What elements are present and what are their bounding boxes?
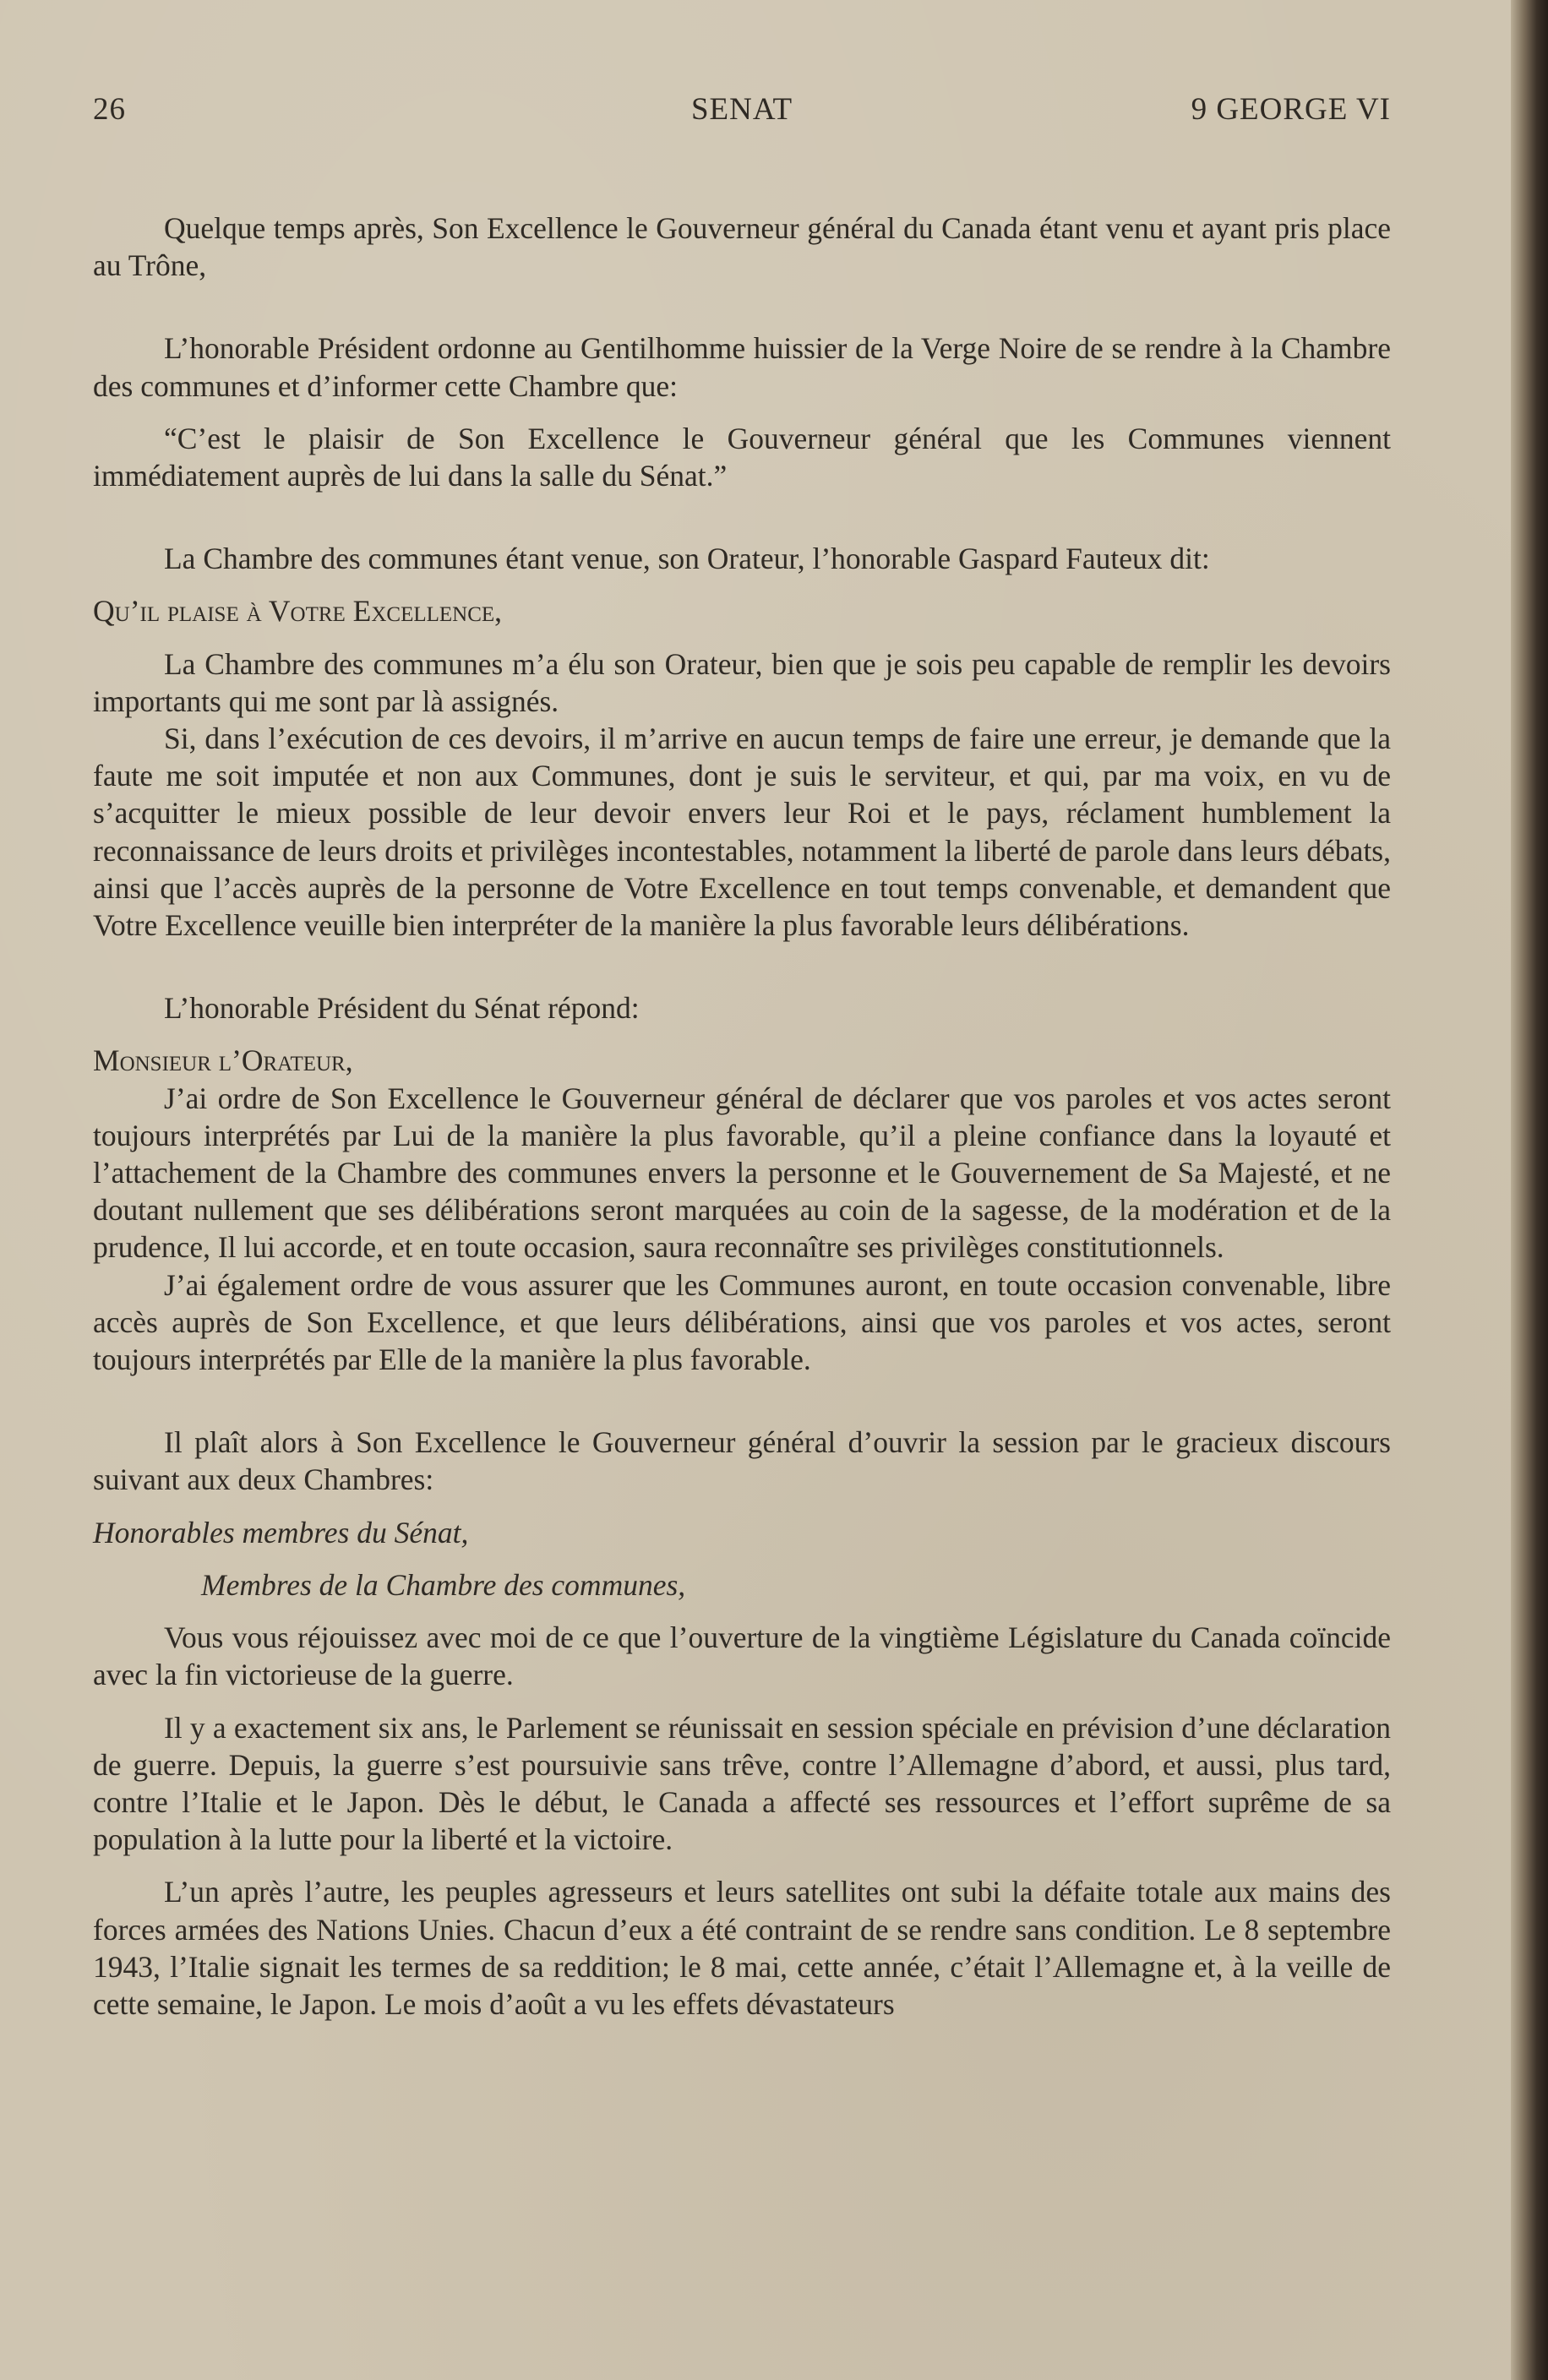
paragraph-speaker-petition: Si, dans l’exécution de ces devoirs, il m’arrive en aucun temps de faire une erreur, je demande que la faute me soit imputée et non aux Communes, dont je suis le serviteur, et qui, par ma voix, en vu de s’acquitter le mieux possible de leur devoir envers leur Roi et le pays, réclament humblement la reconnaissance de leurs droits et privilèges incontestables, notamment la liberté de parole dans leurs débats, ainsi que l’accès auprès de la personne de Votre Excellence en tout temps convenable, et demandent que Votre Excellence veuille bien interpréter de la manière la plus favorable leurs délibérations.	[93, 722, 1391, 943]
running-title: SENAT	[690, 92, 793, 127]
salutation-commons-members: Membres de la Chambre des communes,	[201, 1567, 686, 1602]
paragraph-governor-arrival: Quelque temps après, Son Excellence le Gouverneur général du Canada étant venu et ayant pris place au Trône,	[93, 211, 1391, 283]
running-header	[93, 91, 1391, 142]
paragraph-speaker-elected: La Chambre des communes m’a élu son Orateur, bien que je sois peu capable de remplir les devoirs importants qui me sont par là assignés.	[93, 646, 1391, 718]
paragraph-aggressors-defeated: L’un après l’autre, les peuples agresseurs et leurs satellites ont subi la défaite totale aux mains des forces armées des Nations Unies. Chacun d’eux a été contraint de se rendre sans condition. Le 8 septembre 1943, l’Italie signait les termes de sa reddition; le 8 mai, cette année, c’était l’Allemagne et, à la veille de cette semaine, le Japon. Le mois d’août a vu les effets dévastateurs	[93, 1875, 1391, 2021]
paragraph-reply-privileges: J’ai ordre de Son Excellence le Gouverneur général de déclarer que vos paroles et vos actes seront toujours interprétés par Lui de la manière la plus favorable, qu’il a pleine confiance dans la loyauté et l’attachement de la Chambre des communes envers la personne et le Gouvernement de Sa Majesté, et ne doutant nullement que ses délibérations seront marquées au coin de la sagesse, de la modération et de la prudence, Il lui accorde, et en toute occasion, saura reconnaître ses privilèges constitutionnels.	[93, 1081, 1391, 1265]
document-page	[93, 91, 1391, 2023]
paragraph-six-years-war: Il y a exactement six ans, le Parlement se réunissait en session spéciale en prévision d’une déclaration de guerre. Depuis, la guerre s’est poursuivie sans trêve, contre l’Allemagne d’abord, et aussi, plus tard, contre l’Italie et le Japon. Dès le début, le Canada a affecté ses ressources et l’effort suprême de sa population à la lutte pour la liberté et la victoire.	[93, 1710, 1391, 1857]
paragraph-commons-arrived: La Chambre des communes étant venue, son Orateur, l’honorable Gaspard Fauteux dit:	[164, 542, 1210, 576]
paragraph-speech-opening: Il plaît alors à Son Excellence le Gouverneur général d’ouvrir la session par le gracieux discours suivant aux deux Chambres:	[93, 1425, 1391, 1497]
book-spine-shadow	[1511, 0, 1548, 2380]
paragraph-legislature-victory: Vous vous réjouissez avec moi de ce que l’ouverture de la vingtième Législature du Canada coïncide avec la fin victorieuse de la guerre.	[93, 1620, 1391, 1692]
body-text	[93, 210, 1391, 2023]
salutation-excellence: Qu’il plaise à Votre Excellence,	[93, 594, 503, 629]
paragraph-president-replies: L’honorable Président du Sénat répond:	[164, 991, 640, 1026]
page-number: 26	[93, 92, 126, 127]
salutation-orateur: Monsieur l’Orateur,	[93, 1043, 353, 1078]
paragraph-quoted-message: “C’est le plaisir de Son Excellence le Gouverneur général que les Communes viennent immédiatement auprès de lui dans la salle du Sénat.”	[93, 421, 1391, 493]
paragraph-president-orders: L’honorable Président ordonne au Gentilhomme huissier de la Verge Noire de se rendre à la Chambre des communes et d’informer cette Chambre que:	[93, 331, 1391, 403]
salutation-senate-members: Honorables membres du Sénat,	[93, 1515, 469, 1549]
regnal-year: 9 GEORGE VI	[1191, 92, 1391, 127]
paragraph-reply-access: J’ai également ordre de vous assurer que les Communes auront, en toute occasion convenable, libre accès auprès de Son Excellence, et que leurs délibérations, ainsi que vos paroles et vos actes, seront toujours interprétés par Elle de la manière la plus favorable.	[93, 1267, 1391, 1377]
